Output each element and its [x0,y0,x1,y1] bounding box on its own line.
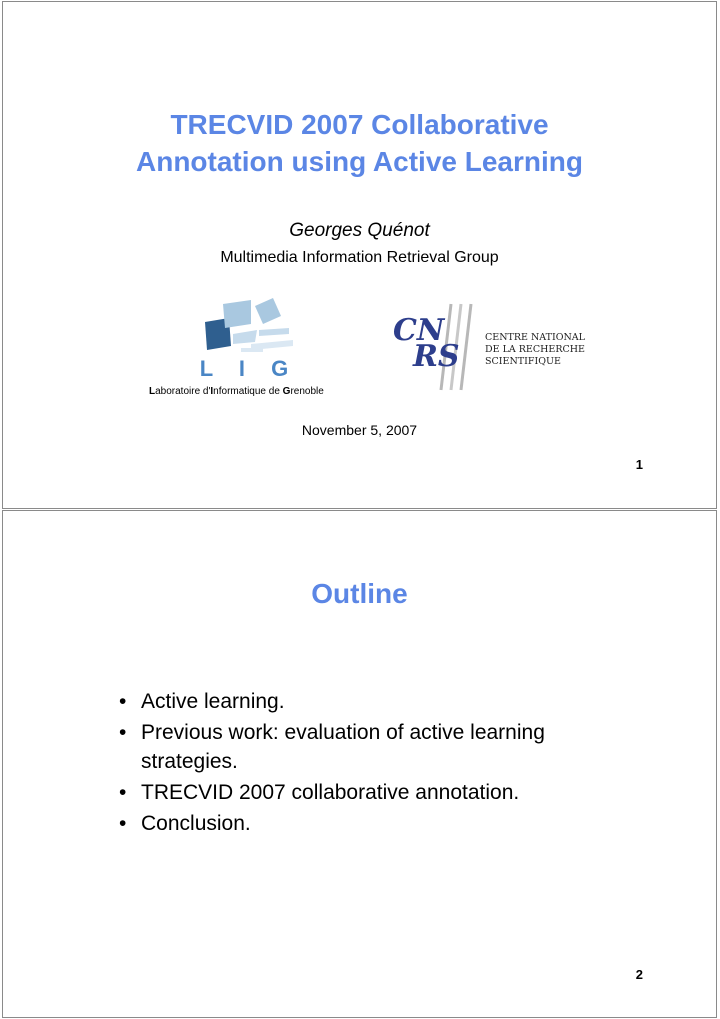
page-number-2: 2 [635,967,643,982]
slide-1 [2,1,717,509]
cnrs-mark-top: CN [393,313,445,348]
outline-list [117,687,637,840]
slide-1-title [3,106,716,180]
bullet-dot: • [119,721,127,744]
slide-2-title: Outline [311,578,408,609]
cnrs-line-2: DE LA RECHERCHE [485,344,585,355]
group-name: Multimedia Information Retrieval Group [220,249,499,266]
list-item: • TRECVID 2007 collaborative annotation. [117,778,637,807]
title-line-2: Annotation using Active Learning [136,146,583,177]
list-item: • Previous work: evaluation of active learning strategies. [117,718,637,776]
lig-logo [193,294,305,384]
lig-logo-text: L I G [199,356,299,381]
bullet-dot: • [119,781,127,804]
page-number-1: 1 [635,457,643,472]
slide-2 [2,510,717,1018]
bullet-dot: • [119,812,127,835]
cnrs-line-1: CENTRE NATIONAL [485,332,585,343]
list-item: • Active learning. [117,687,637,716]
list-item: • Conclusion. [117,809,637,838]
cnrs-line-3: SCIENTIFIQUE [485,356,561,367]
author-name: Georges Quénot [289,220,430,241]
cnrs-logo [389,302,585,392]
lig-caption: Laboratoire d'Informatique de Grenoble [149,386,324,397]
title-line-1: TRECVID 2007 Collaborative [170,109,549,140]
cnrs-mark-bottom: RS [413,339,460,374]
bullet-dot: • [119,690,127,713]
presentation-date: November 5, 2007 [301,422,418,438]
